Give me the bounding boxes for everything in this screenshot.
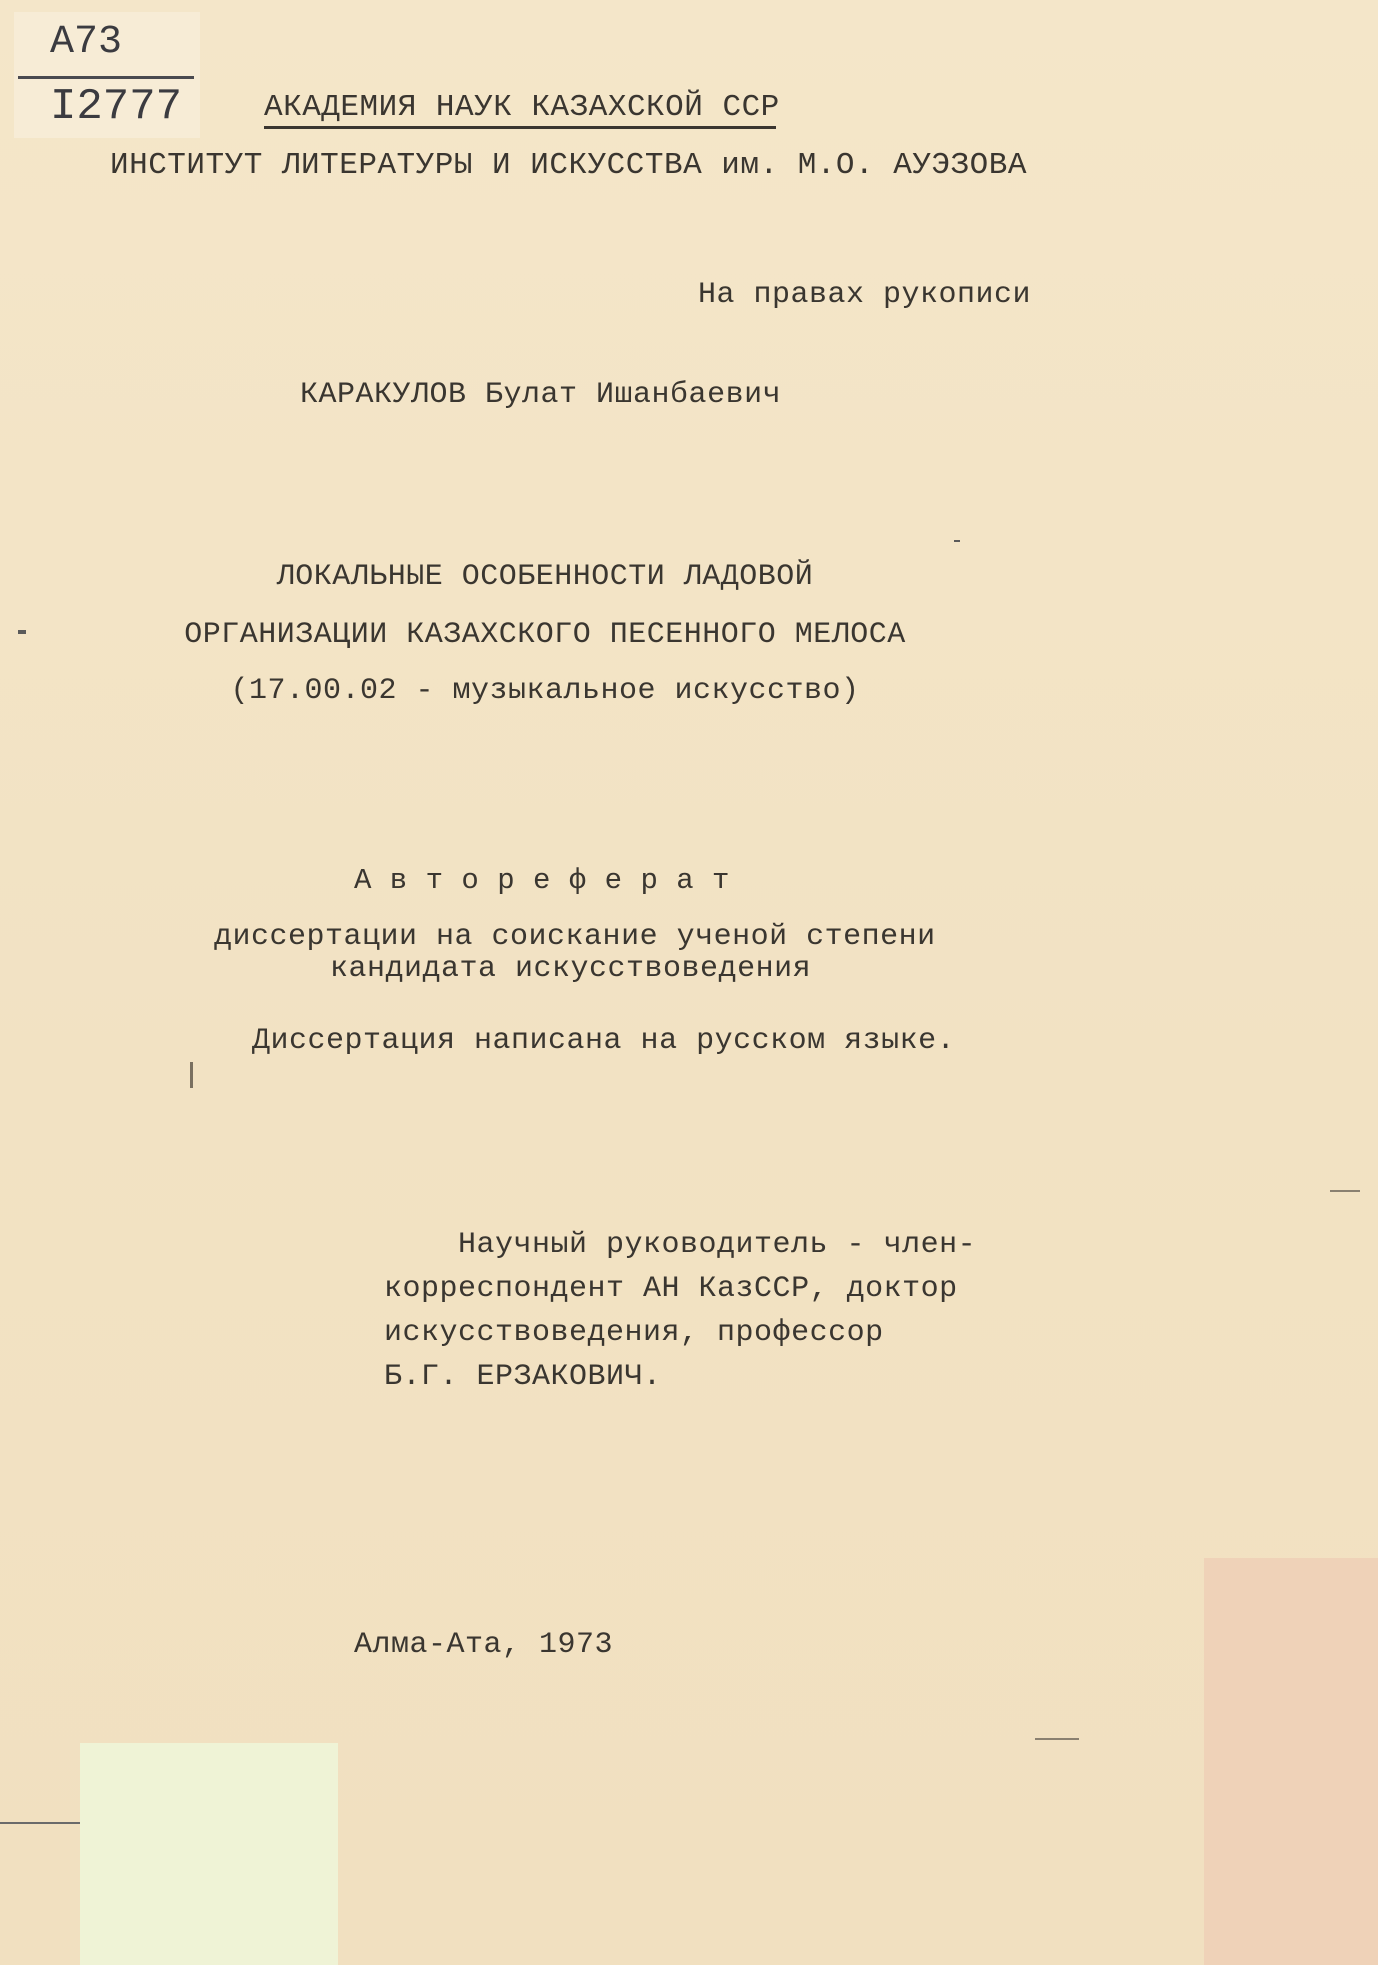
title-line-3: (17.00.02 - музыкальное искусство) — [230, 674, 860, 708]
paper-speck — [18, 630, 26, 634]
supervisor-line-4: Б.Г. ЕРЗАКОВИЧ. — [384, 1360, 662, 1394]
catalog-code: А73 — [50, 20, 123, 65]
paper-speck — [954, 540, 960, 542]
title-line-1: ЛОКАЛЬНЫЕ ОСОБЕННОСТИ ЛАДОВОЙ — [276, 560, 814, 594]
catalog-divider — [18, 76, 194, 79]
language-note: Диссертация написана на русском языке. — [252, 1024, 956, 1058]
academy-name: АКАДЕМИЯ НАУК КАЗАХСКОЙ ССР — [264, 90, 780, 125]
author-name: КАРАКУЛОВ Булат Ишанбаевич — [300, 378, 782, 412]
rights-note: На правах рукописи — [698, 278, 1032, 312]
color-swatch-pink — [1204, 1558, 1378, 1965]
paper-speck — [190, 1062, 193, 1088]
academy-underline — [264, 126, 776, 129]
title-line-2: ОРГАНИЗАЦИИ КАЗАХСКОГО ПЕСЕННОГО МЕЛОСА — [184, 618, 906, 652]
place-year: Алма-Ата, 1973 — [354, 1628, 614, 1662]
catalog-label — [14, 12, 200, 138]
institute-name: ИНСТИТУТ ЛИТЕРАТУРЫ И ИСКУССТВА им. М.О. АУЭЗОВА — [110, 148, 1027, 183]
color-swatch-green — [80, 1743, 338, 1965]
edge-scratch — [0, 1822, 80, 1824]
document-type: А в т о р е ф е р а т — [354, 864, 730, 897]
supervisor-line-2: корреспондент АН КазССР, доктор — [384, 1272, 958, 1306]
paper-speck — [1330, 1190, 1360, 1192]
purpose-line-1: диссертации на соискание ученой степени — [214, 920, 936, 954]
paper-speck — [1035, 1738, 1079, 1740]
supervisor-line-1: Научный руководитель - член- — [458, 1228, 977, 1262]
purpose-line-2: кандидата искусствоведения — [330, 952, 812, 986]
supervisor-line-3: искусствоведения, профессор — [384, 1316, 884, 1350]
catalog-number: I2777 — [50, 82, 183, 132]
